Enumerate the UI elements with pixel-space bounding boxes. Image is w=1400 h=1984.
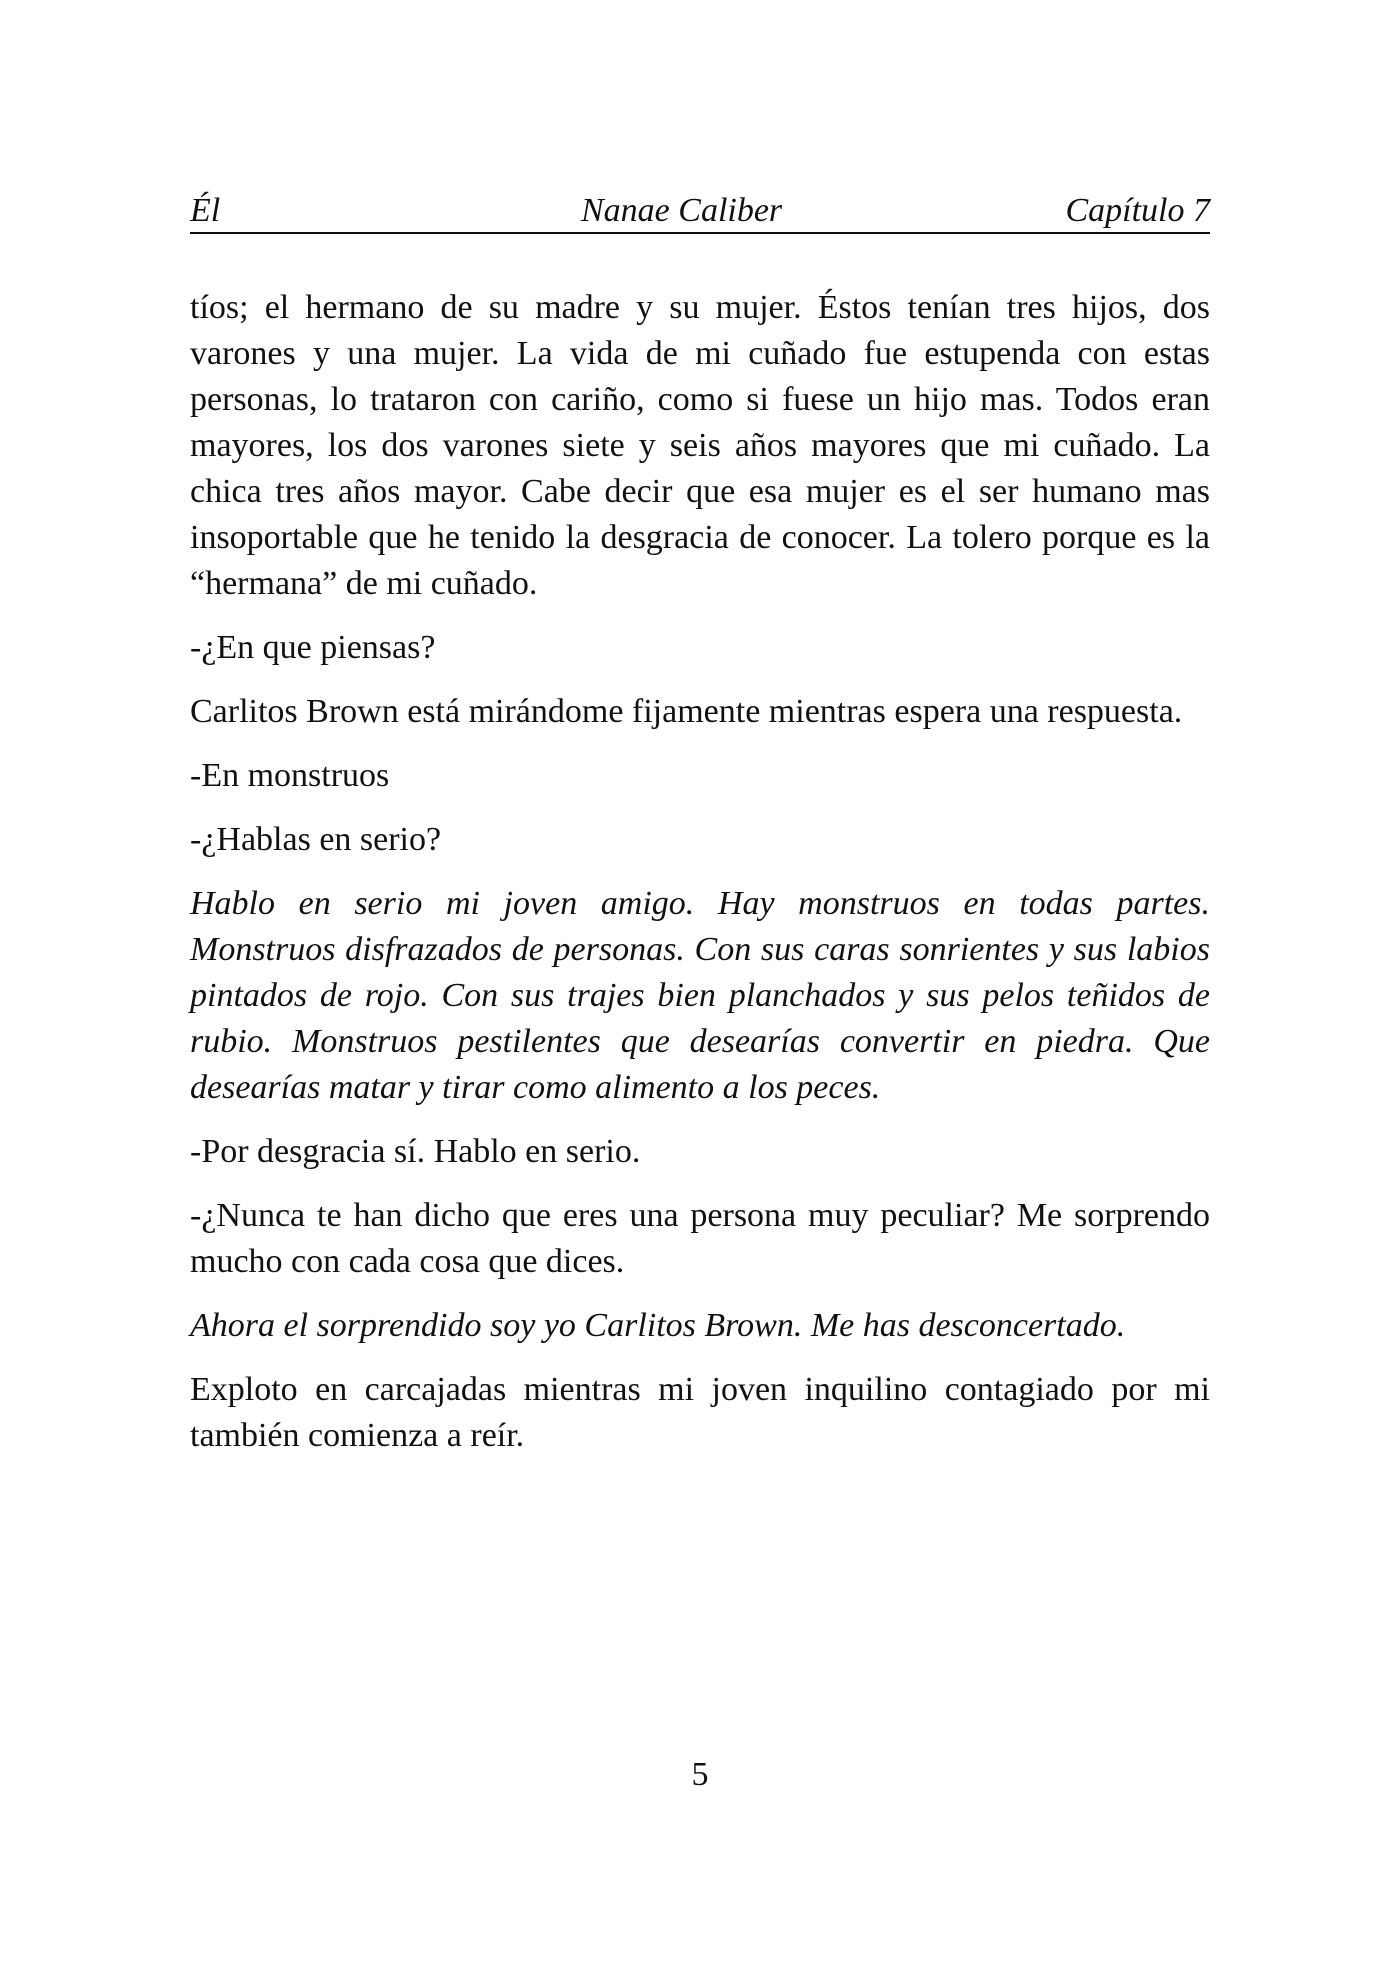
paragraph: Carlitos Brown está mirándome fijamente mientras espera una respuesta. (190, 693, 1183, 730)
paragraph: tíos; el hermano de su madre y su mujer. Éstos tenían tres hijos, dos varones y una mujer. La vida de mi cuñado fue estupenda con estas personas, lo trataron con cariño, como si fuese un hijo mas. Todos eran mayores, los dos varones siete y seis años mayores que mi cuñado. La chica tres años mayor. Cabe decir que esa mujer es el ser humano mas insoportable que he tenido la desgracia de conocer. La tolero porque es la “hermana” de mi cuñado. (190, 289, 1210, 602)
paragraph: -¿Hablas en serio? (190, 821, 442, 858)
header-book-title: Él (190, 192, 221, 229)
paragraph: -¿Nunca te han dicho que eres una persona muy peculiar? Me sorprendo mucho con cada cosa que dices. (190, 1197, 1210, 1280)
paragraph: Hablo en serio mi joven amigo. Hay monstruos en todas partes. Monstruos disfrazados de personas. Con sus caras sonrientes y sus labios pintados de rojo. Con sus trajes bien planchados y sus pelos teñidos de rubio. Monstruos pestilentes que desearías convertir en piedra. Que desearías matar y tirar como alimento a los peces. (190, 885, 1210, 1106)
paragraph: Ahora el sorprendido soy yo Carlitos Brown. Me has desconcertado. (190, 1307, 1126, 1344)
page-number: 5 (691, 1756, 709, 1793)
paragraph: -Por desgracia sí. Hablo en serio. (190, 1133, 641, 1170)
paragraph: Exploto en carcajadas mientras mi joven inquilino contagiado por mi también comienza a reír. (190, 1371, 1210, 1454)
paragraph: -¿En que piensas? (190, 629, 436, 666)
body-text (190, 285, 1210, 1477)
header-chapter: Capítulo 7 (1065, 192, 1210, 229)
running-header (190, 192, 1210, 234)
paragraph: -En monstruos (190, 757, 390, 794)
header-author: Nanae Caliber (581, 192, 783, 229)
